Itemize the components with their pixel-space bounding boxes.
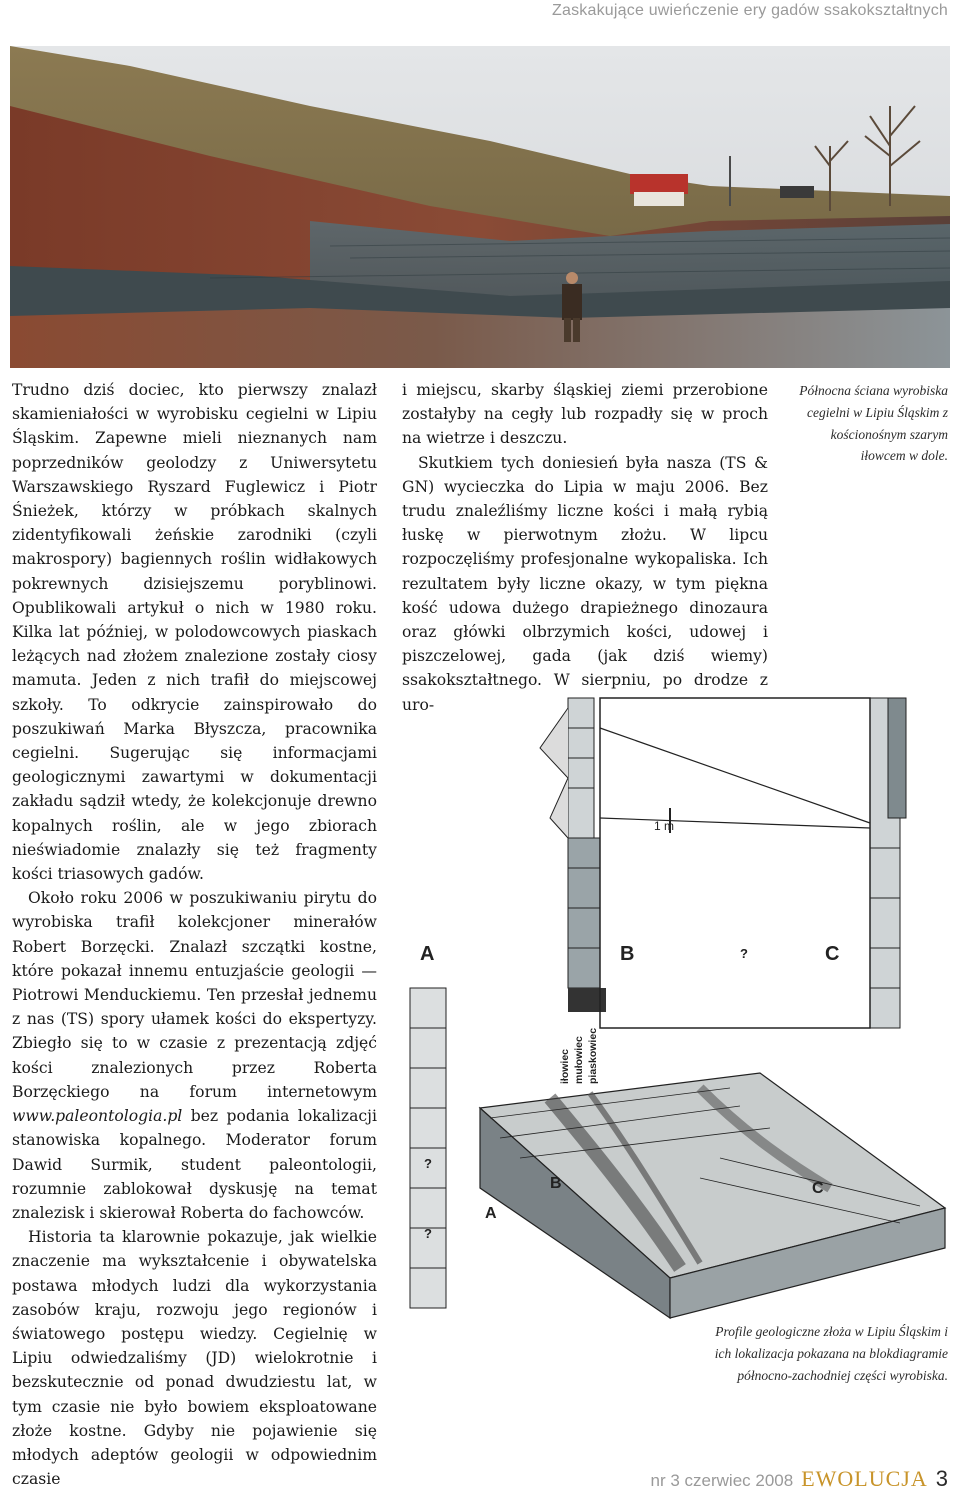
forum-link[interactable]: www.paleontologia.pl bbox=[12, 1107, 183, 1126]
quarry-photo-image bbox=[10, 46, 950, 368]
paragraph-text: Około roku 2006 w poszukiwaniu pirytu do wyrobiska trafił kolekcjoner minerałów Robert Borzęcki. Znalazł szczątki kostne, które pokazał innemu entuzjaście geologii — Piotrowi Menduckiemu. Ten przesłał jednemu z nas (TS) spory ułamek kości do ekspertyzy. Zbiegło się to w czasie z prezentacją zdjęć kości znalezionych przez Roberta Borzęckiego na forum internetowym bbox=[12, 889, 377, 1101]
paragraph-text: bez podania lokalizacji stanowiska kopalnego. Moderator forum Dawid Surmik, student paleontologii, rozumnie zablokował dyskusję na temat znalezisk i skierował Roberta do fachowców. bbox=[12, 1107, 377, 1222]
unknown-label: ? bbox=[740, 946, 748, 961]
magazine-name: EWOLUCJA bbox=[801, 1466, 928, 1491]
block-label-c: C bbox=[812, 1180, 824, 1197]
paragraph bbox=[12, 886, 377, 1225]
legend-mudstone: mułowiec bbox=[573, 1036, 585, 1084]
legend-claystone: iłowiec bbox=[559, 1048, 571, 1084]
issue-label: nr 3 czerwiec 2008 bbox=[650, 1471, 794, 1490]
paragraph: Historia ta klarownie pokazuje, jak wielkie znaczenie ma wykształcenie i obywatelska postawa młodych ludzi dla wykorzystania zasobów kraju, rozwoju jego regionów i światowego postępu wiedzy. Cegielnię w Lipiu odwiedzaliśmy (JD) wielokrotnie i bezskutecznie od ponad dwudziestu lat, w tym czasie nie było bowiem eksploatowane złoże kostne. Gdyby nie pojawienie się młodych adeptów geologii w odpowiednim czasie bbox=[12, 1228, 377, 1489]
profile-label-a: A bbox=[420, 943, 435, 965]
geologic-diagram-svg bbox=[400, 688, 952, 1328]
middle-text-column bbox=[402, 378, 768, 717]
profile-label-b: B bbox=[620, 943, 635, 965]
block-label-a: A bbox=[485, 1205, 497, 1222]
unknown-label: ? bbox=[424, 1226, 432, 1241]
diagram-caption: Profile geologiczne złoża w Lipiu Śląskim i ich lokalizacja pokazana na blokdiagramie północno-zachodniej części wyrobiska. bbox=[714, 1324, 948, 1383]
left-text-column bbox=[12, 378, 377, 1491]
running-header: Zaskakujące uwieńczenie ery gadów ssakokształtnych bbox=[552, 2, 948, 19]
photo-caption: Północna ściana wyrobiska cegielni w Lipiu Śląskim z kościonośnym szarym iłowcem w dole. bbox=[799, 383, 948, 464]
page-footer bbox=[651, 1466, 948, 1492]
paragraph: i miejscu, skarby śląskiej ziemi przerobione zostałyby na cegły lub rozpadły się w proch na wietrze i deszczu. bbox=[402, 381, 768, 448]
paragraph: Skutkiem tych doniesień była nasza (TS & GN) wycieczka do Lipia w maju 2006. Bez trudu znaleźliśmy liczne kości i małą rybią łuskę w pierwotnym złożu. W lipcu rozpoczęliśmy profesjonalne wykopaliska. Ich rezultatem były liczne okazy, w tym piękna kość udowa dużego drapieżnego dinozaura oraz główki olbrzymich kości, udowej i piszczelowej, gada (jak dziś wiemy) ssakokształtnego. W sierpniu, po drodze z uro- bbox=[402, 453, 768, 714]
page-number: 3 bbox=[935, 1466, 948, 1491]
profile-label-c: C bbox=[825, 943, 840, 965]
quarry-photo bbox=[10, 46, 950, 368]
legend-sandstone: piaskowiec bbox=[587, 1027, 599, 1084]
block-label-b: B bbox=[550, 1175, 562, 1192]
scale-label: 1 m bbox=[654, 819, 675, 833]
unknown-label: ? bbox=[424, 1156, 432, 1171]
paragraph: Trudno dziś dociec, kto pierwszy znalazł skamieniałości w wyrobisku cegielni w Lipiu Śląskim. Zapewne mieli nieznanych nam poprzedników geolodzy z Uniwersytetu Warszawskiego Ryszard Fuglewicz i Piotr Śnieżek, którzy w próbkach skalnych zidentyfikowali żeńskie zarodniki (czyli makrospory) bagiennych roślin widłakowych pokrewnych dzisiejszemu poryblinowi. Opublikowali artykuł o nich w 1980 roku. Kilka lat później, w polodowcowych piaskach leżących nad złożem znalezione zostały ciosy mamuta. Jeden z nich trafił do miejscowej szkoły. To odkrycie zainspirowało do poszukiwań Marka Błyszcza, pracownika cegielni. Sugerując się informacjami geologicznymi zawartymi w dokumentacji zakładu sądził wtedy, że kolekcjonuje drewno kopalnych roślin, ale w jego zbiorach nieświadomie znalazły się też fragmenty kości triasowych gadów. bbox=[12, 381, 377, 884]
geologic-diagram bbox=[400, 688, 952, 1328]
